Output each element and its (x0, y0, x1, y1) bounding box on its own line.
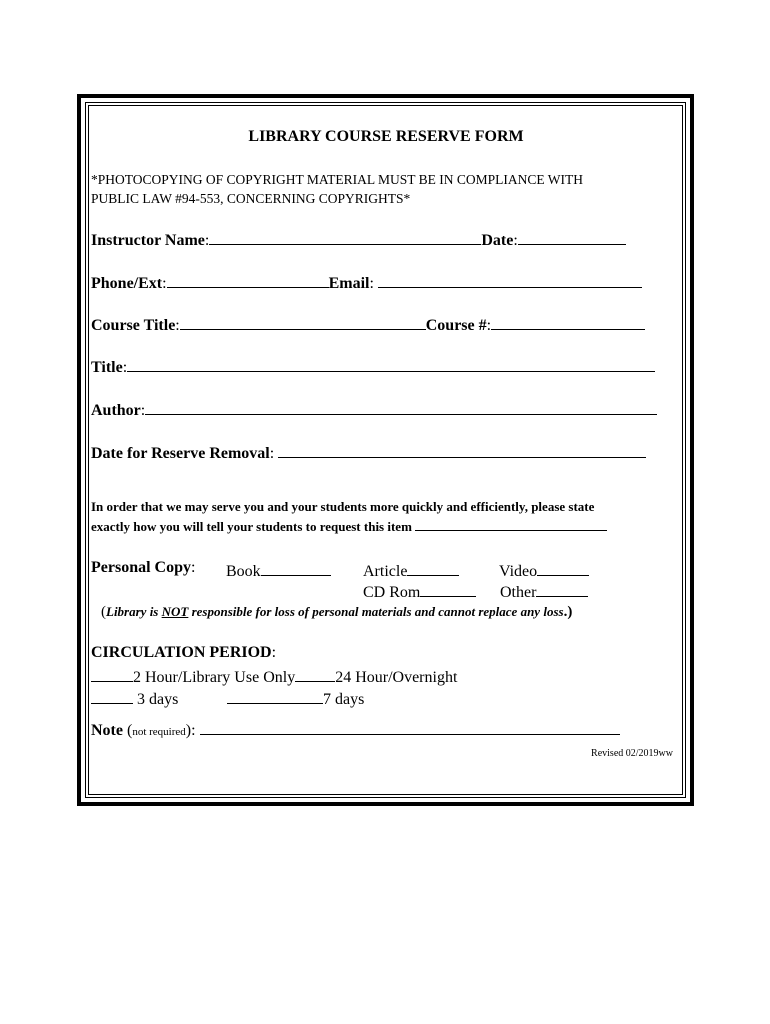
title-field[interactable] (127, 355, 655, 372)
personal-copy-label: Personal Copy (91, 559, 191, 576)
phone-label: Phone/Ext (91, 275, 163, 292)
phone-field[interactable] (167, 271, 329, 288)
course-number-field[interactable] (491, 313, 645, 330)
instructor-field[interactable] (209, 228, 481, 245)
request-instructions (91, 497, 607, 537)
two-hour-label: 2 Hour/Library Use Only (133, 669, 296, 686)
book-label: Book (226, 563, 261, 580)
date-label: Date (481, 232, 514, 249)
overnight-label: 24 Hour/Overnight (335, 669, 458, 686)
copyright-notice (91, 170, 583, 208)
two-hour-field[interactable] (91, 665, 133, 682)
removal-row: Date for Reserve Removal: (91, 441, 646, 463)
video-label: Video (499, 563, 538, 580)
cdrom-label: CD Rom (363, 584, 421, 601)
note-field[interactable] (200, 718, 620, 735)
circulation-row-2 (91, 687, 178, 709)
title-row: Title: (91, 355, 655, 377)
article-field[interactable] (407, 559, 459, 576)
request-line-2: exactly how you will tell your students to request this item (91, 519, 412, 534)
title-label: Title (91, 359, 123, 376)
other-field[interactable] (536, 580, 588, 597)
course-row: Course Title: Course #: (91, 313, 645, 335)
instructor-row: Instructor Name: Date: (91, 228, 626, 250)
notice-line-1: *PHOTOCOPYING OF COPYRIGHT MATERIAL MUST BE IN COMPLIANCE WITH (91, 172, 584, 187)
three-days-label: 3 days (133, 691, 179, 708)
video-field[interactable] (537, 559, 589, 576)
notice-line-2: PUBLIC LAW #94-553, CONCERNING COPYRIGHTS* (91, 191, 411, 206)
form-title: LIBRARY COURSE RESERVE FORM (248, 128, 524, 145)
disclaimer: (Library is NOT responsible for loss of personal materials and cannot replace any loss.) (101, 604, 573, 620)
note-label: Note (91, 722, 123, 739)
option-book (226, 559, 331, 581)
circulation-label: CIRCULATION PERIOD (91, 644, 272, 661)
option-article (363, 559, 459, 581)
phone-row: Phone/Ext: Email: (91, 271, 642, 293)
note-row: Note (not required): (91, 718, 620, 740)
seven-days-label: 7 days (323, 691, 365, 708)
disclaimer-pre: Library is (106, 604, 162, 619)
email-label: Email (328, 275, 370, 292)
author-label: Author (91, 402, 141, 419)
article-label: Article (363, 563, 408, 580)
course-title-label: Course Title (91, 317, 176, 334)
removal-date-field[interactable] (278, 441, 646, 458)
option-video (499, 559, 589, 581)
author-field[interactable] (145, 398, 657, 415)
three-days-field[interactable] (91, 687, 133, 704)
book-field[interactable] (261, 559, 331, 576)
seven-days-wrap (227, 687, 364, 709)
circulation-heading: CIRCULATION PERIOD: (91, 644, 277, 661)
disclaimer-post: responsible for loss of personal materials and cannot replace any loss (188, 604, 564, 619)
personal-copy-label-wrap: Personal Copy: (91, 559, 196, 576)
removal-label: Date for Reserve Removal (91, 445, 270, 462)
request-method-field[interactable] (415, 517, 607, 531)
course-title-field[interactable] (180, 313, 426, 330)
request-line-1: In order that we may serve you and your students more quickly and efficiently, please state (91, 499, 595, 514)
email-field[interactable] (378, 271, 642, 288)
note-sub: not required (132, 726, 186, 738)
revision-label: Revised 02/2019ww (591, 748, 673, 759)
option-cdrom (363, 580, 476, 602)
circulation-row-1 (91, 665, 457, 687)
author-row: Author: (91, 398, 657, 420)
disclaimer-not: NOT (161, 604, 189, 619)
overnight-field[interactable] (295, 665, 335, 682)
option-other (500, 580, 588, 602)
instructor-label: Instructor Name (91, 232, 205, 249)
other-label: Other (500, 584, 537, 601)
seven-days-field[interactable] (227, 687, 323, 704)
cdrom-field[interactable] (420, 580, 476, 597)
date-field[interactable] (518, 228, 626, 245)
course-number-label: Course # (425, 317, 487, 334)
